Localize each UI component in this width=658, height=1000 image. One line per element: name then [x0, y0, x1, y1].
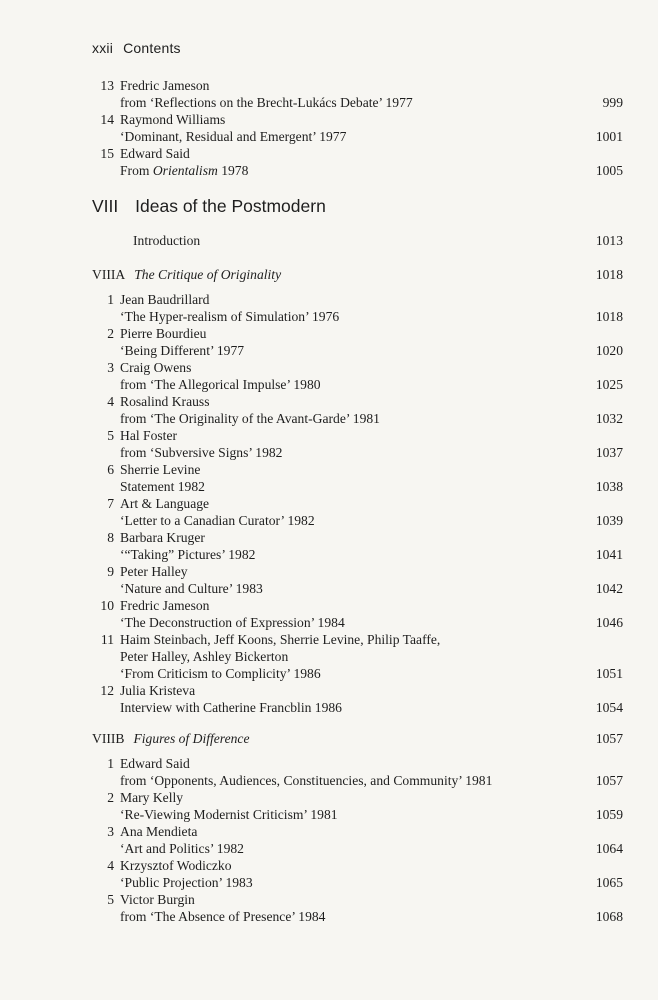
entry-title: from ‘The Originality of the Avant-Garde’ 1981 — [120, 411, 380, 426]
entry-title: ‘Dominant, Residual and Emergent’ 1977 — [120, 129, 347, 144]
entry-number: 13 — [100, 78, 114, 93]
entry-title: from ‘The Absence of Presence’ 1984 — [120, 909, 326, 924]
top-entries — [92, 77, 623, 179]
entry-author: Pierre Bourdieu — [120, 326, 207, 341]
entry-page: 1037 — [595, 445, 623, 460]
entry-page: 1041 — [595, 547, 623, 562]
entry-title: Peter Halley, Ashley Bickerton — [120, 649, 289, 664]
toc-entry-title — [92, 648, 623, 665]
toc-entry-author — [92, 823, 623, 840]
toc-entry-title[interactable] — [92, 128, 623, 145]
entry-page: 1038 — [595, 479, 623, 494]
toc-entry-author — [92, 325, 623, 342]
entry-title: from ‘Subversive Signs’ 1982 — [120, 445, 283, 460]
entry-author: Krzysztof Wodiczko — [120, 858, 232, 873]
toc-entry-author — [92, 789, 623, 806]
section-code: VIIIA — [92, 267, 126, 282]
toc-entry-author — [92, 631, 623, 648]
entry-title: ‘“Taking” Pictures’ 1982 — [120, 547, 256, 562]
toc-entry-author — [92, 891, 623, 908]
running-head-title: Contents — [123, 40, 181, 56]
entry-title: ‘Nature and Culture’ 1983 — [120, 581, 263, 596]
entry-number: 11 — [100, 632, 114, 647]
entry-page: 1039 — [595, 513, 623, 528]
entry-number: 1 — [107, 756, 114, 771]
entry-page: 1042 — [595, 581, 623, 596]
toc-entry-title[interactable] — [92, 342, 623, 359]
entry-number: 6 — [107, 462, 114, 477]
toc-entry-author — [92, 495, 623, 512]
entry-number: 2 — [107, 326, 114, 341]
entry-number: 2 — [107, 790, 114, 805]
entry-author: Sherrie Levine — [120, 462, 201, 477]
toc-entry-title[interactable] — [92, 699, 623, 716]
toc-entry-author — [92, 111, 623, 128]
section-title: Figures of Difference — [133, 731, 250, 746]
toc-entry-author — [92, 393, 623, 410]
entry-author: Art & Language — [120, 496, 210, 511]
entry-author: Edward Said — [120, 756, 190, 771]
entry-title: ‘Being Different’ 1977 — [120, 343, 245, 358]
toc-entry-title[interactable] — [92, 580, 623, 597]
section-b-entries — [92, 755, 623, 925]
running-head — [92, 40, 181, 56]
entry-page: 1025 — [595, 377, 623, 392]
entry-number: 7 — [107, 496, 114, 511]
toc-entry-title[interactable] — [92, 665, 623, 682]
toc-entry-title[interactable] — [92, 410, 623, 427]
section-page: 1018 — [595, 267, 623, 282]
entry-page: 999 — [602, 95, 623, 110]
entry-number: 14 — [100, 112, 114, 127]
entry-author: Rosalind Krauss — [120, 394, 210, 409]
entry-title: from ‘The Allegorical Impulse’ 1980 — [120, 377, 321, 392]
part-title: Ideas of the Postmodern — [135, 196, 326, 216]
toc-entry-author — [92, 563, 623, 580]
introduction-page: 1013 — [595, 233, 623, 248]
section-heading-a[interactable] — [92, 266, 623, 283]
entry-title: Statement 1982 — [120, 479, 205, 494]
toc-entry-title[interactable] — [92, 478, 623, 495]
entry-title: ‘Public Projection’ 1983 — [120, 875, 253, 890]
entry-page: 1064 — [595, 841, 623, 856]
entry-number: 5 — [107, 428, 114, 443]
entry-title: Interview with Catherine Francblin 1986 — [120, 700, 342, 715]
part-heading — [92, 196, 326, 217]
part-number: VIII — [92, 196, 119, 216]
entry-author: Mary Kelly — [120, 790, 184, 805]
entry-number: 12 — [100, 683, 114, 698]
entry-title: ‘The Hyper-realism of Simulation’ 1976 — [120, 309, 340, 324]
page-folio: xxii — [92, 40, 114, 56]
toc-entry-author — [92, 597, 623, 614]
entry-page: 1001 — [595, 129, 623, 144]
section-title: The Critique of Originality — [134, 267, 282, 282]
entry-title: ‘Re-Viewing Modernist Criticism’ 1981 — [120, 807, 338, 822]
entry-number: 1 — [107, 292, 114, 307]
entry-author: Ana Mendieta — [120, 824, 198, 839]
entry-page: 1005 — [595, 163, 623, 178]
entry-author: Victor Burgin — [120, 892, 195, 907]
entry-title: ‘Art and Politics’ 1982 — [120, 841, 244, 856]
toc-entry-author — [92, 145, 623, 162]
toc-entry-title[interactable] — [92, 162, 623, 179]
toc-entry-author — [92, 359, 623, 376]
entry-page: 1032 — [595, 411, 623, 426]
toc-entry-title[interactable] — [92, 908, 623, 925]
entry-author: Barbara Kruger — [120, 530, 205, 545]
toc-entry-author — [92, 755, 623, 772]
introduction-label: Introduction — [133, 233, 201, 248]
entry-page: 1020 — [595, 343, 623, 358]
introduction-entry[interactable] — [92, 232, 623, 249]
entry-number: 3 — [107, 360, 114, 375]
entry-author: Hal Foster — [120, 428, 178, 443]
entry-title: ‘The Deconstruction of Expression’ 1984 — [120, 615, 345, 630]
entry-page: 1018 — [595, 309, 623, 324]
toc-entry-title[interactable] — [92, 376, 623, 393]
section-heading-b[interactable] — [92, 730, 623, 747]
toc-entry-title[interactable] — [92, 546, 623, 563]
entry-title: From Orientalism 1978 — [120, 163, 249, 178]
toc-entry-author — [92, 682, 623, 699]
entry-page: 1054 — [595, 700, 623, 715]
entry-number: 8 — [107, 530, 114, 545]
entry-page: 1051 — [595, 666, 623, 681]
toc-entry-author — [92, 857, 623, 874]
toc-entry-author — [92, 427, 623, 444]
entry-author: Craig Owens — [120, 360, 192, 375]
section-page: 1057 — [595, 731, 623, 746]
entry-author: Haim Steinbach, Jeff Koons, Sherrie Levine, Philip Taaffe, — [120, 632, 441, 647]
toc-entry-title[interactable] — [92, 94, 623, 111]
entry-author: Raymond Williams — [120, 112, 226, 127]
toc-entry-title[interactable] — [92, 806, 623, 823]
entry-title: ‘From Criticism to Complicity’ 1986 — [120, 666, 321, 681]
entry-author: Edward Said — [120, 146, 190, 161]
entry-author: Fredric Jameson — [120, 598, 210, 613]
entry-author: Jean Baudrillard — [120, 292, 210, 307]
toc-entry-author — [92, 461, 623, 478]
toc-entry-title[interactable] — [92, 308, 623, 325]
entry-number: 10 — [100, 598, 114, 613]
entry-page: 1059 — [595, 807, 623, 822]
entry-author: Fredric Jameson — [120, 78, 210, 93]
entry-author: Julia Kristeva — [120, 683, 196, 698]
entry-page: 1068 — [595, 909, 623, 924]
entry-title: from ‘Reflections on the Brecht-Lukács Debate’ 1977 — [120, 95, 413, 110]
section-code: VIIIB — [92, 731, 125, 746]
toc-entry-title[interactable] — [92, 874, 623, 891]
toc-entry-title[interactable] — [92, 614, 623, 631]
entry-number: 3 — [107, 824, 114, 839]
entry-number: 5 — [107, 892, 114, 907]
toc-entry-title[interactable] — [92, 444, 623, 461]
toc-entry-title[interactable] — [92, 512, 623, 529]
entry-number: 4 — [107, 394, 114, 409]
entry-page: 1065 — [595, 875, 623, 890]
toc-entry-author — [92, 291, 623, 308]
toc-entry-title[interactable] — [92, 840, 623, 857]
entry-number: 15 — [100, 146, 114, 161]
toc-entry-author — [92, 529, 623, 546]
entry-page: 1046 — [595, 615, 623, 630]
toc-entry-author — [92, 77, 623, 94]
entry-author: Peter Halley — [120, 564, 188, 579]
toc-entry-title[interactable] — [92, 772, 623, 789]
section-a-entries — [92, 291, 623, 716]
entry-title: ‘Letter to a Canadian Curator’ 1982 — [120, 513, 315, 528]
entry-title: from ‘Opponents, Audiences, Constituencies, and Community’ 1981 — [120, 773, 493, 788]
entry-number: 9 — [107, 564, 114, 579]
entry-number: 4 — [107, 858, 114, 873]
entry-page: 1057 — [595, 773, 623, 788]
